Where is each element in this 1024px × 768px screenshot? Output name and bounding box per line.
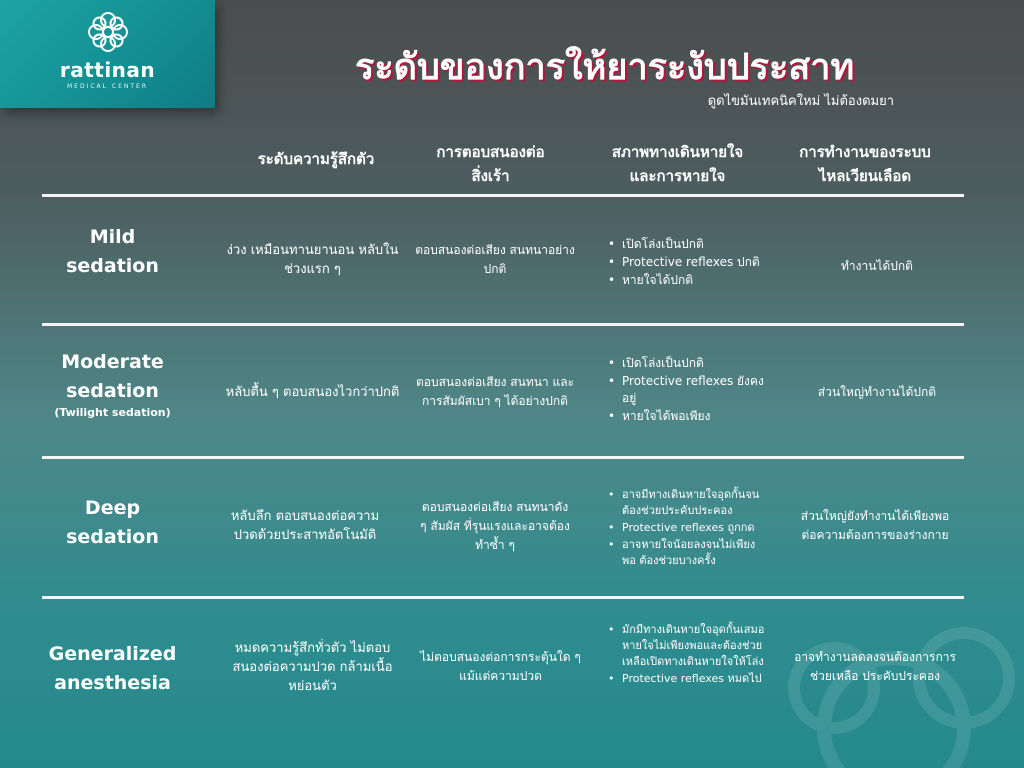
row-label-line: Generalized: [48, 643, 177, 665]
list-item: • เปิดโล่งเป็นปกติ: [606, 355, 766, 372]
cell-response: ตอบสนองต่อเสียง สนทนา และการสัมผัสเบา ๆ ได้อย่างปกติ: [415, 375, 575, 408]
list-item: • หายใจได้พอเพียง: [606, 408, 766, 425]
row-label-generalized: [40, 640, 185, 698]
brand-tagline: MEDICAL CENTER: [67, 83, 148, 90]
column-header-line: การทำงานของระบบ: [799, 143, 931, 161]
column-header-consciousness: [236, 147, 396, 171]
cell-airway-list: [606, 236, 766, 290]
list-item: • Protective reflexes ยังคงอยู่: [606, 373, 766, 407]
cell-consciousness: หลับลึก ตอบสนองต่อความปวดด้วยประสาทอัตโนมัติ: [230, 509, 380, 543]
divider: [42, 323, 964, 326]
column-header-line: และการหายใจ: [629, 167, 726, 185]
cell-consciousness: หลับตื้น ๆ ตอบสนองไวกว่าปกติ: [225, 384, 400, 400]
row-label-line: Mild: [89, 226, 136, 248]
row-label-line: anesthesia: [54, 672, 171, 694]
list-item: • มักมีทางเดินหายใจอุดกั้นเสมอ หายใจไม่เพียงพอและต้องช่วยเหลือเปิดทางเดินหายใจให้โล่ง: [606, 622, 766, 670]
cell-response: ตอบสนองต่อเสียง สนทนาดัง ๆ สัมผัส ที่รุนแรงและอาจต้องทำซ้ำ ๆ: [420, 499, 570, 552]
cell-airway-list: [606, 622, 766, 688]
brand-name: rattinan: [59, 58, 156, 82]
column-header-line: สภาพทางเดินหายใจ: [611, 143, 744, 161]
column-header-line: การตอบสนองต่อ: [436, 143, 545, 161]
cell-circulation: ทำงานได้ปกติ: [841, 258, 913, 273]
row-label-note: (Twilight sedation): [54, 406, 171, 419]
cell-consciousness: หมดความรู้สึกทั่วตัว ไม่ตอบสนองต่อความปวด กล้ามเนื้อหย่อนตัว: [232, 640, 393, 694]
cell-response: ตอบสนองต่อเสียง สนทนาอย่างปกติ: [415, 243, 575, 276]
divider: [42, 456, 964, 459]
page-title: ระดับของการให้ยาระงับประสาท: [355, 47, 855, 88]
column-header-line: สิ่งเร้า: [471, 167, 510, 185]
row-label-line: sedation: [66, 380, 159, 402]
cell-response: ไม่ตอบสนองต่อการกระตุ้นใด ๆ แม้แต่ความปวด: [420, 650, 581, 683]
list-item: • หายใจได้ปกติ: [606, 272, 766, 289]
list-item: • Protective reflexes ปกติ: [606, 254, 766, 271]
row-label-moderate: [40, 348, 185, 420]
cell-airway-list: [606, 487, 766, 570]
cell-circulation: อาจทำงานลดลงจนต้องการการช่วยเหลือ ประคับประคอง: [794, 650, 956, 683]
row-label-line: Deep: [84, 497, 141, 519]
row-label-line: Moderate: [61, 351, 164, 373]
divider: [42, 194, 964, 197]
list-item: • Protective reflexes ถูกกด: [606, 520, 766, 536]
flower-logo-icon: [86, 10, 130, 54]
row-label-line: sedation: [66, 255, 159, 277]
column-header-circulation: [775, 140, 955, 188]
list-item: • อาจหายใจน้อยลงจนไม่เพียงพอ ต้องช่วยบางครั้ง: [606, 537, 766, 569]
page-subtitle: ดูดไขมันเทคนิคใหม่ ไม่ต้องดมยา: [707, 94, 894, 109]
cell-circulation: ส่วนใหญ่ยังทำงานได้เพียงพอต่อความต้องการของร่างกาย: [800, 509, 950, 542]
column-header-line: ไหลเวียนเลือด: [818, 167, 912, 185]
row-label-deep: [40, 494, 185, 552]
cell-consciousness: ง่วง เหมือนทานยานอน หลับในช่วงแรก ๆ: [226, 243, 399, 277]
cell-airway-list: [606, 355, 766, 426]
cell-circulation: ส่วนใหญ่ทำงานได้ปกติ: [817, 384, 937, 399]
list-item: • เปิดโล่งเป็นปกติ: [606, 236, 766, 253]
column-header-response: [408, 140, 573, 188]
column-header-line: ระดับความรู้สึกตัว: [257, 150, 375, 168]
row-label-line: sedation: [66, 526, 159, 548]
divider: [42, 596, 964, 599]
column-header-airway: [585, 140, 770, 188]
brand-logo: [0, 0, 215, 108]
list-item: • อาจมีทางเดินหายใจอุดกั้นจนต้องช่วยประคับประคอง: [606, 487, 766, 519]
list-item: • Protective reflexes หมดไป: [606, 671, 766, 687]
row-label-mild: [40, 223, 185, 281]
